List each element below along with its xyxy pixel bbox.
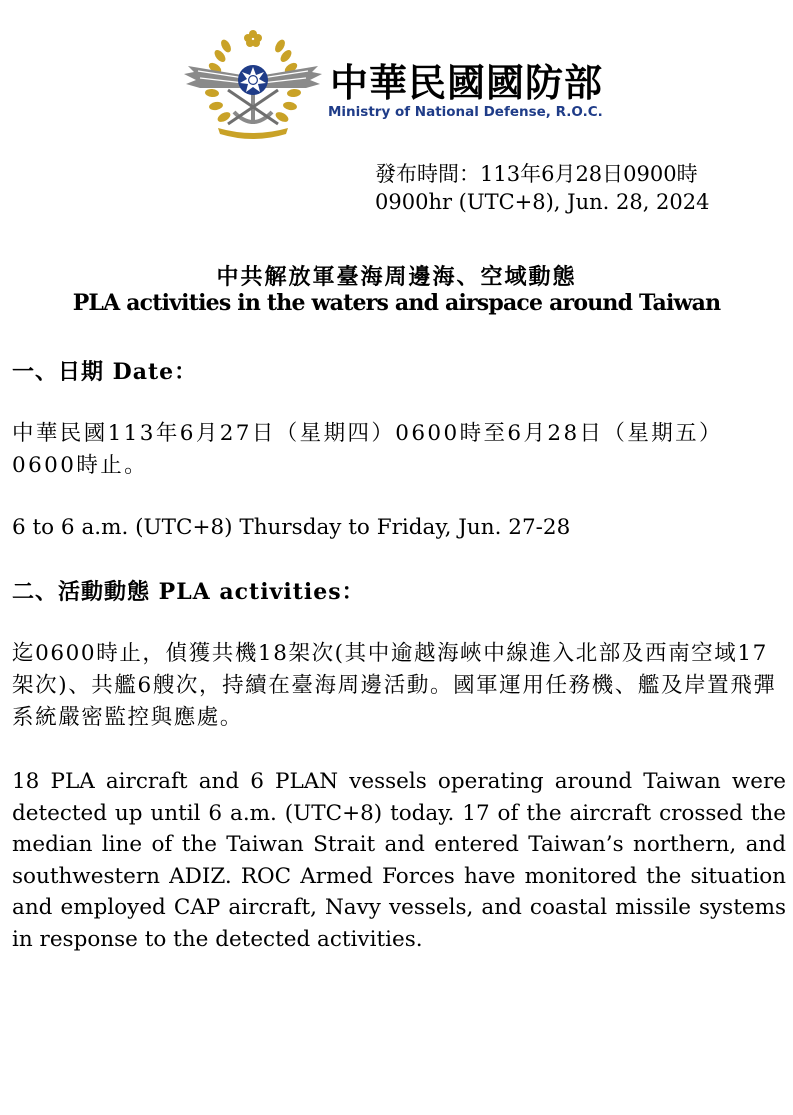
date-section-heading: 一、日期 Date： xyxy=(12,359,198,385)
mnd-emblem-icon xyxy=(178,28,328,140)
page-title-en: PLA activities in the waters and airspace around Taiwan xyxy=(72,290,721,316)
date-text-cn: 中華民國113年6月27日（星期四）0600時至6月28日（星期五）0600時止。 xyxy=(12,421,723,478)
activities-text-en: 18 PLA aircraft and 6 PLAN vessels operating around Taiwan were detected up until 6 a.m. (UTC+8) today. 17 of the aircraft crossed the median line of the Taiwan Strait and entered Taiwan’s northern, and southwestern ADIZ. ROC Armed Forces have monitored the situation and employed CAP aircraft, Navy vessels, and coastal missile systems in response to the detected activities. xyxy=(12,769,786,952)
date-text-en: 6 to 6 a.m. (UTC+8) Thursday to Friday, Jun. 27-28 xyxy=(12,515,571,540)
activities-section-heading: 二、活動動態 PLA activities： xyxy=(12,579,365,605)
release-time-en: 0900hr (UTC+8), Jun. 28, 2024 xyxy=(375,190,710,214)
release-time-cn: 發布時間：113年6月28日0900時 xyxy=(375,162,698,186)
page-title-cn: 中共解放軍臺海周邊海、空域動態 xyxy=(216,264,577,290)
activities-text-cn: 迄0600時止，偵獲共機18架次(其中逾越海峽中線進入北部及西南空域17架次)、共艦6艘次，持續在臺海周邊活動。國軍運用任務機、艦及岸置飛彈系統嚴密監控與應處。 xyxy=(12,641,777,730)
org-name-cn: 中華民國國防部 xyxy=(330,61,604,105)
org-name-en: Ministry of National Defense, R.O.C. xyxy=(328,104,603,120)
